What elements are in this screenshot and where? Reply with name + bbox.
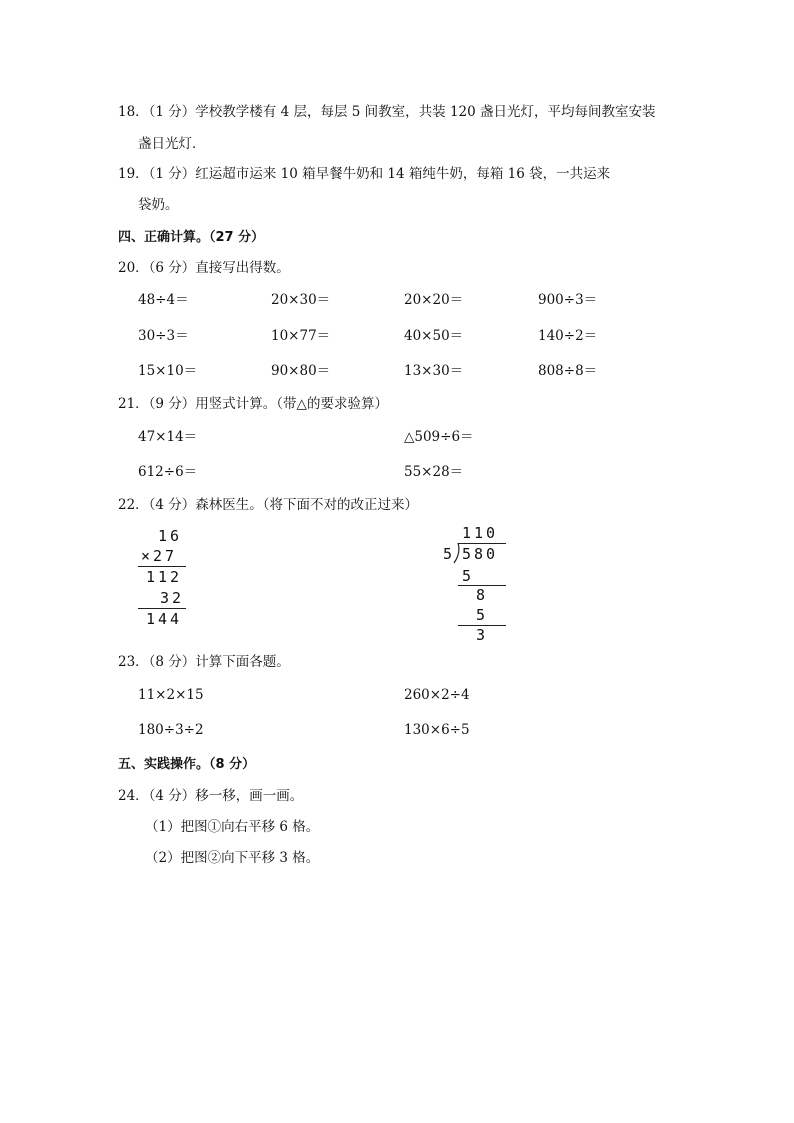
mult-line-1 bbox=[138, 566, 186, 567]
q21-item: 47×14＝ bbox=[138, 429, 198, 445]
q21-item: 55×28＝ bbox=[404, 464, 464, 480]
q23-title: 23．（8 分）计算下面各题。 bbox=[118, 654, 290, 670]
div-dividend: 580 bbox=[462, 545, 499, 563]
q24-sub-1: （1）把图①向右平移 6 格。 bbox=[145, 819, 320, 835]
q20-item: 140÷2＝ bbox=[538, 328, 598, 344]
section4-title: 四、正确计算。（27 分） bbox=[118, 230, 265, 245]
q22-title: 22．（4 分）森林医生。（将下面不对的改正过来） bbox=[118, 497, 419, 513]
div-remainder: 3 bbox=[476, 626, 489, 644]
q20-item: 90×80＝ bbox=[271, 363, 331, 379]
mult-partial-2: 32 bbox=[160, 589, 185, 607]
mult-second: ×27 bbox=[141, 547, 178, 565]
div-divisor: 5 bbox=[443, 545, 456, 563]
q21-item: 612÷6＝ bbox=[138, 464, 198, 480]
div-quotient: 110 bbox=[462, 524, 499, 542]
div-step-1: 5 bbox=[462, 567, 475, 585]
q19-line1: 19．（1 分）红运超市运来 10 箱早餐牛奶和 14 箱纯牛奶，每箱 16 袋，一共运来 bbox=[118, 166, 611, 182]
q20-item: 900÷3＝ bbox=[538, 292, 598, 308]
q24-sub-2: （2）把图②向下平移 3 格。 bbox=[145, 850, 320, 866]
q22-multiplication-figure bbox=[134, 524, 194, 634]
q18-line1: 18．（1 分）学校教学楼有 4 层，每层 5 间教室，共装 120 盏日光灯，平均每间教室安装 bbox=[118, 104, 656, 120]
q20-item: 13×30＝ bbox=[404, 363, 464, 379]
section5-title: 五、实践操作。（8 分） bbox=[118, 757, 256, 772]
q23-item: 130×6÷5 bbox=[404, 722, 470, 738]
q22-division-figure bbox=[440, 522, 515, 642]
q21-title: 21．（9 分）用竖式计算。（带△的要求验算） bbox=[118, 396, 388, 412]
mult-line-2 bbox=[138, 608, 186, 609]
q20-item: 40×50＝ bbox=[404, 328, 464, 344]
q20-title: 20．（6 分）直接写出得数。 bbox=[118, 260, 290, 276]
q20-item: 15×10＝ bbox=[138, 363, 198, 379]
q23-item: 260×2÷4 bbox=[404, 687, 470, 703]
mult-partial-1: 112 bbox=[146, 568, 183, 586]
div-step-3: 5 bbox=[476, 606, 489, 624]
q20-item: 20×30＝ bbox=[271, 292, 331, 308]
mult-top: 16 bbox=[158, 527, 183, 545]
q23-item: 11×2×15 bbox=[138, 687, 204, 703]
div-bracket-top bbox=[458, 543, 506, 544]
q20-item: 808÷8＝ bbox=[538, 363, 598, 379]
q19-line2: 袋奶。 bbox=[138, 197, 179, 213]
div-step-2: 8 bbox=[476, 586, 489, 604]
q20-item: 30÷3＝ bbox=[138, 328, 189, 344]
q24-title: 24．（4 分）移一移，画一画。 bbox=[118, 788, 304, 804]
q20-item: 20×20＝ bbox=[404, 292, 464, 308]
q20-item: 10×77＝ bbox=[271, 328, 331, 344]
q20-item: 48÷4＝ bbox=[138, 292, 189, 308]
q21-item: △509÷6＝ bbox=[404, 429, 474, 445]
q18-line2: 盏日光灯． bbox=[138, 136, 206, 152]
mult-result: 144 bbox=[146, 610, 183, 628]
q23-item: 180÷3÷2 bbox=[138, 722, 204, 738]
